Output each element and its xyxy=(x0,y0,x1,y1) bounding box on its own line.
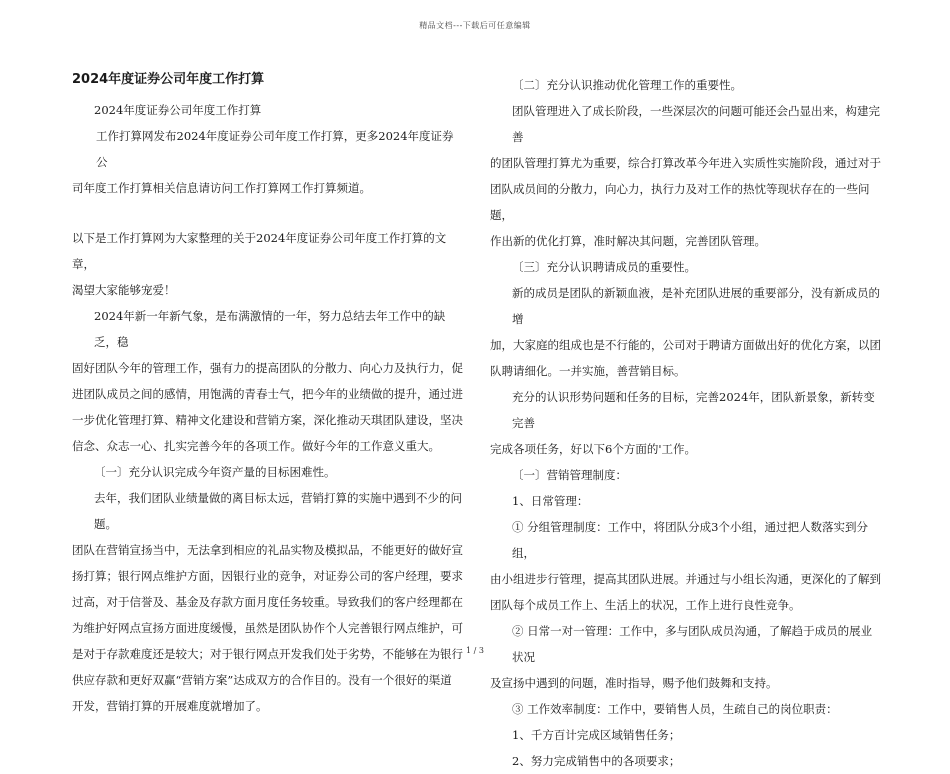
paragraph-f: 充分的认识形势问题和任务的目标，完善2024年，团队新景象，新转变完善 完成各项任务，好以下6个方面的'工作。 xyxy=(490,390,875,456)
list-item-sales-task: 1、千方百计完成区域销售任务； xyxy=(512,728,681,742)
paragraph-gap xyxy=(72,201,464,225)
intro-paragraph: 工作打算网发布2024年度证券公司年度工作打算，更多2024年度证券公 司年度工作打算相关信息请访问工作打算网工作打算频道。 xyxy=(72,129,454,195)
left-column xyxy=(72,72,464,719)
list-item-daily-management: 1、日常管理： xyxy=(512,494,589,508)
paragraph-d: 团队管理进入了成长阶段，一些深层次的问题可能还会凸显出来，构建完善 的团队管理打算尤为重要，综合打算改革今年进入实质性实施阶段，通过对于 团队成员间的分散力，向心力，执行力及对工作的热忱等现状存在的一些问题， 作出新的优化打算，准时解决其问题，完善团队管理。 xyxy=(490,104,881,248)
paragraph-a: 以下是工作打算网为大家整理的关于2024年度证券公司年度工作打算的文章， 渴望大家能够宠爱！ xyxy=(72,231,447,297)
paragraph-b: 2024年新一年新气象，是布满激情的一年，努力总结去年工作中的缺乏，稳 固好团队今年的管理工作，强有力的提高团队的分散力、向心力及执行力，促 进团队成员之间的感情，用饱满的青春士气，把今年的业绩做的提升，通过进 一步优化管理打算、精神文化建设和营销方案，深化推动天琪团队建设，坚决 信念、众志一心、扎实完善今年的各项工作。做好今年的工作意义重大。 xyxy=(72,309,463,453)
paragraph-c: 去年，我们团队业绩量做的离目标太远，营销打算的实施中遇到不少的问题。 团队在营销宣扬当中，无法拿到相应的礼品实物及模拟品，不能更好的做好宣 扬打算；银行网点维护方面，因银行业的竞争，对证券公司的客户经理，要求 过高，对于信誉及、基金及存款方面月度任务较重。导致我们的客户经理都在 为维护好网点宣扬方面进度缓慢，虽然是团队协作个人完善银行网点维护，可 是对于存款难度还是较大；对于银行网点开发我们处于劣势，不能够在为银行 供应存款和更好双赢“营销方案”达成双方的合作目的。没有一个很好的渠道 开发，营销打算的开展难度就增加了。 xyxy=(72,491,463,713)
section-heading-2: 〔二〕充分认识推动优化管理工作的重要性。 xyxy=(512,78,742,92)
list-item-sales-requirements: 2、努力完成销售中的各项要求； xyxy=(512,754,681,768)
section-heading-4: 〔一〕营销管理制度： xyxy=(512,468,627,482)
paragraph-e: 新的成员是团队的新颖血液，是补充团队进展的重要部分，没有新成员的增 加，大家庭的组成也是不行能的，公司对于聘请方面做出好的优化方案，以团 队聘请细化。一并实施，善营销目标。 xyxy=(490,286,881,378)
paragraph-h: ② 日常一对一管理：工作中，多与团队成员沟通，了解趋于成员的展业状况 及宣扬中遇到的问题，准时指导，赐予他们鼓舞和支持。 xyxy=(490,624,873,690)
page-header: 精品文档---下载后可任意编辑 xyxy=(419,21,531,30)
section-heading-1: 〔一〕充分认识完成今年资产量的目标困难性。 xyxy=(94,465,336,479)
section-heading-3: 〔三〕充分认识聘请成员的重要性。 xyxy=(512,260,696,274)
document-title: 2024年度证券公司年度工作打算 xyxy=(72,72,265,87)
subtitle: 2024年度证券公司年度工作打算 xyxy=(94,103,262,117)
page-number: 1 / 3 xyxy=(466,646,484,655)
paragraph-g: ① 分组管理制度：工作中，将团队分成3个小组，通过把人数落实到分组， 由小组进步行管理，提高其团队进展。并通过与小组长沟通，更深化的了解到 团队每个成员工作上、生活上的状况，工作上进行良性竞争。 xyxy=(490,520,881,612)
paragraph-i: ③ 工作效率制度：工作中，要销售人员，生疏自己的岗位职责： xyxy=(512,702,838,716)
right-column xyxy=(490,72,882,774)
